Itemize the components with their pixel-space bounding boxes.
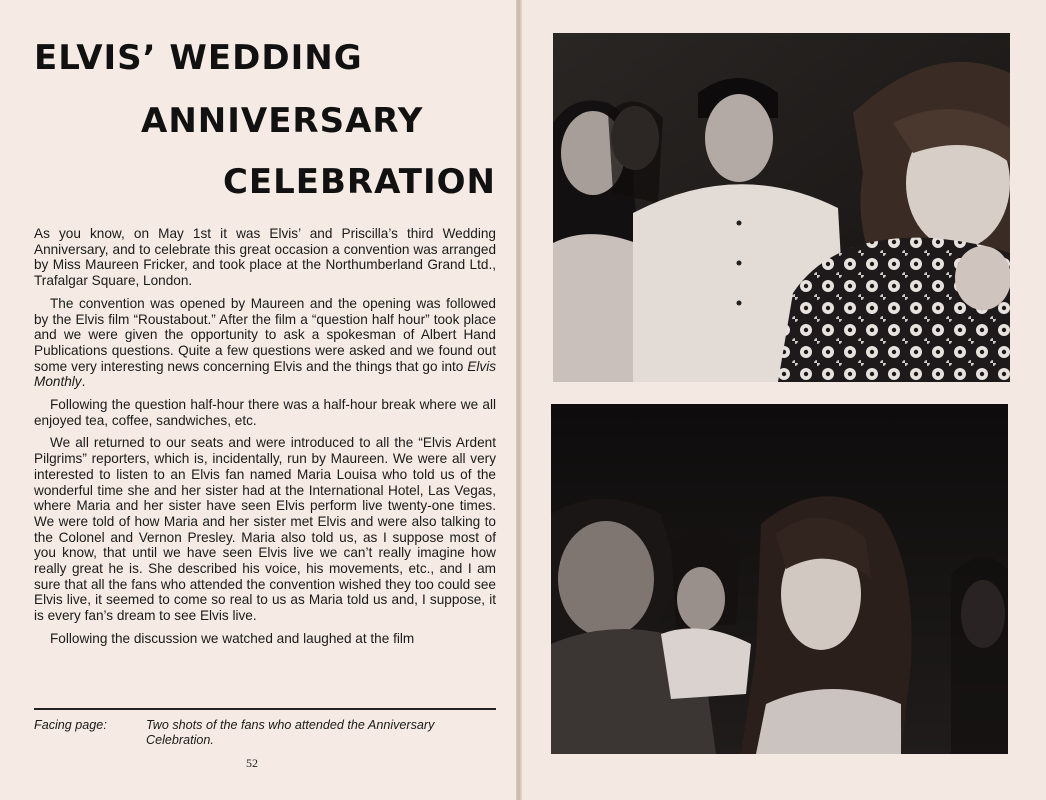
- caption-text: Two shots of the fans who attended the Anniversary Celebration.: [146, 718, 435, 747]
- paragraph-1: As you know, on May 1st it was Elvis’ and Priscilla’s third Wedding Anniversary, and to celebrate this great occasion a convention was arranged by Miss Maureen Fricker, and took place at the Northumberland Grand Ltd., Trafalgar Square, London.: [34, 226, 496, 289]
- caption-rule: [34, 708, 496, 710]
- left-page: [0, 0, 518, 800]
- article-body: [34, 226, 496, 654]
- paragraph-5: Following the discussion we watched and laughed at the film: [50, 630, 415, 646]
- title-line-2: ANNIVERSARY: [141, 101, 424, 141]
- paragraph-4: We all returned to our seats and were introduced to all the “Elvis Ardent Pilgrims” reporters, which is, incidentally, run by Maureen. We were all very interested to listen to an Elvis fan named Maria Louisa who told us of the wonderful time she and her sister had at the International Hotel, Las Vegas, where Maria and her sister have seen Elvis perform live twenty-one times. We were told of how Maria and her sister met Elvis and were also talking to the Colonel and Vernon Presley. Maria also told us, as I suppose most of you know, that until we have seen Elvis live we can’t really imagine how really great he is. She described his voice, his movements, etc., and I am sure that all the fans who attended the convention wished they too could see Elvis live, it seemed to come so real to us as Maria told us and, I suppose, it is every fan’s dream to see Elvis live.: [34, 435, 496, 624]
- paragraph-2-text: The convention was opened by Maureen and the opening was followed by the Elvis film “Roustabout.” After the film a “question half hour” took place and we were given the opportunity to ask a spokesman of Albert Hand Publications questions. Quite a few questions were asked and we found out some very interesting news concerning Elvis and the things that go into: [34, 295, 496, 374]
- photo-bottom-illustration: [551, 404, 1008, 754]
- photo-fans-bottom: [551, 404, 1008, 754]
- title-line-3: CELEBRATION: [222, 162, 496, 202]
- paragraph-2: [34, 296, 496, 390]
- title-line-1: ELVIS’ WEDDING: [34, 38, 363, 78]
- paragraph-3: Following the question half-hour there was a half-hour break where we all enjoyed tea, coffee, sandwiches, etc.: [34, 397, 496, 428]
- page-number: 52: [246, 756, 258, 770]
- photo-fans-top: [553, 33, 1010, 382]
- magazine-name: Elvis Monthly: [34, 358, 497, 390]
- photo-top-illustration: [553, 33, 1010, 382]
- caption-label: Facing page:: [34, 718, 107, 732]
- magazine-suffix: .: [81, 374, 86, 390]
